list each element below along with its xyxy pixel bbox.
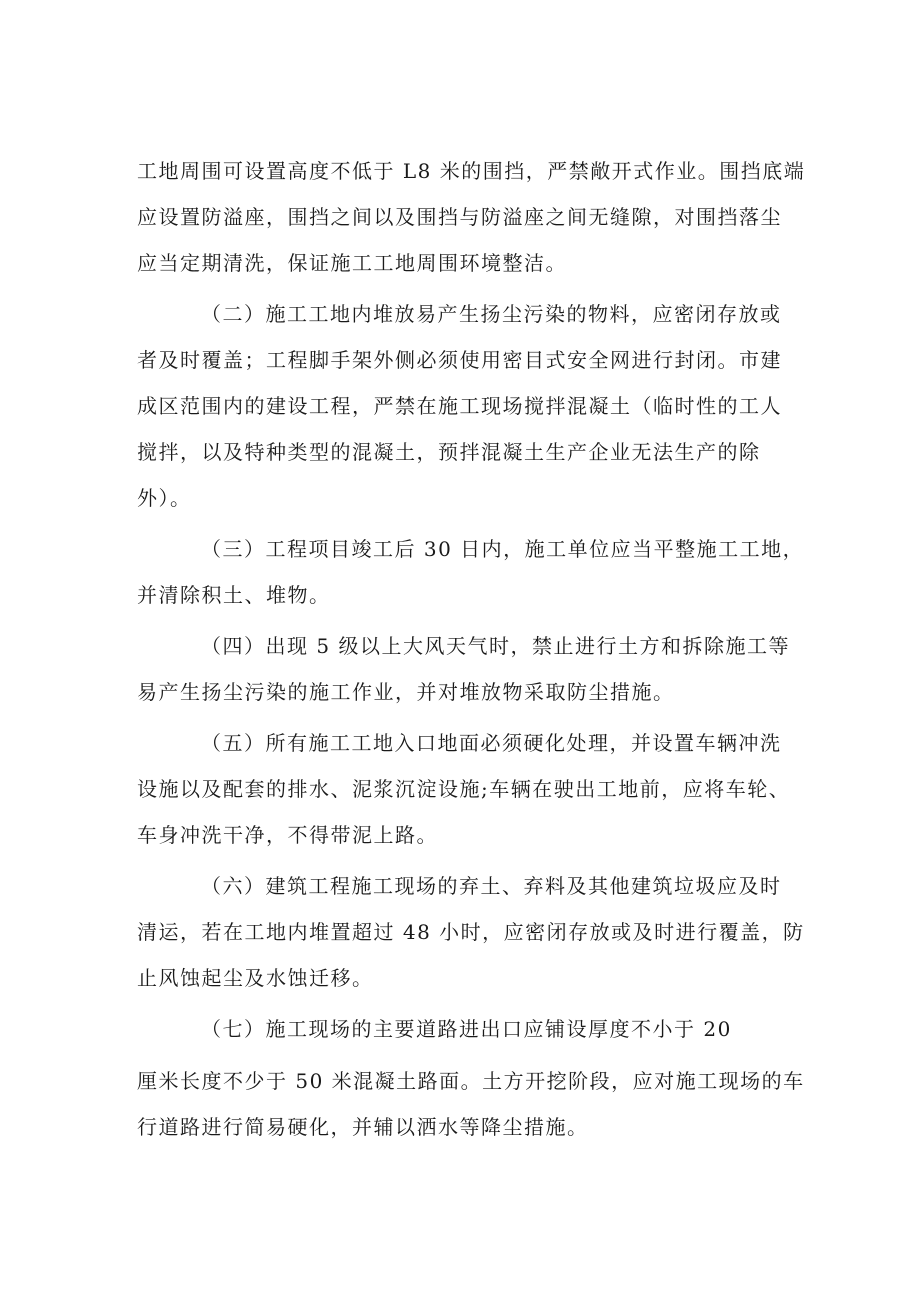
text-line: 搅拌，以及特种类型的混凝土，预拌混凝土生产企业无法生产的除 <box>137 440 761 464</box>
text-line: 应当定期清洗，保证施工工地周围环境整洁。 <box>137 251 567 275</box>
paragraph-5 <box>137 720 791 858</box>
text-line: 成区范围内的建设工程，严禁在施工现场搅拌混凝土（临时性的工人 <box>137 394 782 418</box>
text-line: 清运，若在工地内堆置超过 48 小时，应密闭存放或及时进行覆盖，防 <box>137 920 805 944</box>
text-line: （五）所有施工工地入口地面必须硬化处理，并设置车辆冲洗 <box>201 731 782 755</box>
paragraph-7 <box>137 1006 805 1150</box>
text-line: 车身冲洗干净，不得带泥上路。 <box>137 823 438 847</box>
text-line: （三）工程项目竣工后 30 日内，施工单位应当平整施工工地， <box>201 537 805 561</box>
text-line: 止风蚀起尘及水蚀迁移。 <box>137 966 374 990</box>
paragraph-2 <box>137 291 791 521</box>
text-line: 厘米长度不少于 50 米混凝土路面。土方开挖阶段，应对施工现场的车 <box>137 1069 805 1093</box>
text-line: 设施以及配套的排水、泥浆沉淀设施;车辆在驶出工地前，应将车轮、 <box>137 777 791 801</box>
text-line: 并清除积土、堆物。 <box>137 583 331 607</box>
text-line: 外）。 <box>137 486 192 510</box>
text-line: 工地周围可设置高度不低于 L8 米的围挡，严禁敞开式作业。围挡底端 <box>137 159 806 183</box>
paragraph-3 <box>137 526 805 618</box>
paragraph-1 <box>137 148 806 286</box>
text-line: 行道路进行简易硬化，并辅以洒水等降尘措施。 <box>137 1115 589 1139</box>
text-line: （二）施工工地内堆放易产生扬尘污染的物料，应密闭存放或 <box>201 302 782 326</box>
text-line: （四）出现 5 级以上大风天气时，禁止进行土方和拆除施工等 <box>201 634 790 658</box>
text-line: 者及时覆盖；工程脚手架外侧必须使用密目式安全网进行封闭。市建 <box>137 348 782 372</box>
paragraph-4 <box>137 623 791 715</box>
paragraph-6 <box>137 863 805 1001</box>
text-line: 易产生扬尘污染的施工作业，并对堆放物采取防尘措施。 <box>137 680 675 704</box>
text-line: （七）施工现场的主要道路进出口应铺设厚度不小于 20 <box>201 1017 732 1041</box>
document-body <box>137 148 806 1150</box>
text-line: 应设置防溢座，围挡之间以及围挡与防溢座之间无缝隙，对围挡落尘 <box>137 205 782 229</box>
text-line: （六）建筑工程施工现场的弃土、弃料及其他建筑垃圾应及时 <box>201 874 782 898</box>
